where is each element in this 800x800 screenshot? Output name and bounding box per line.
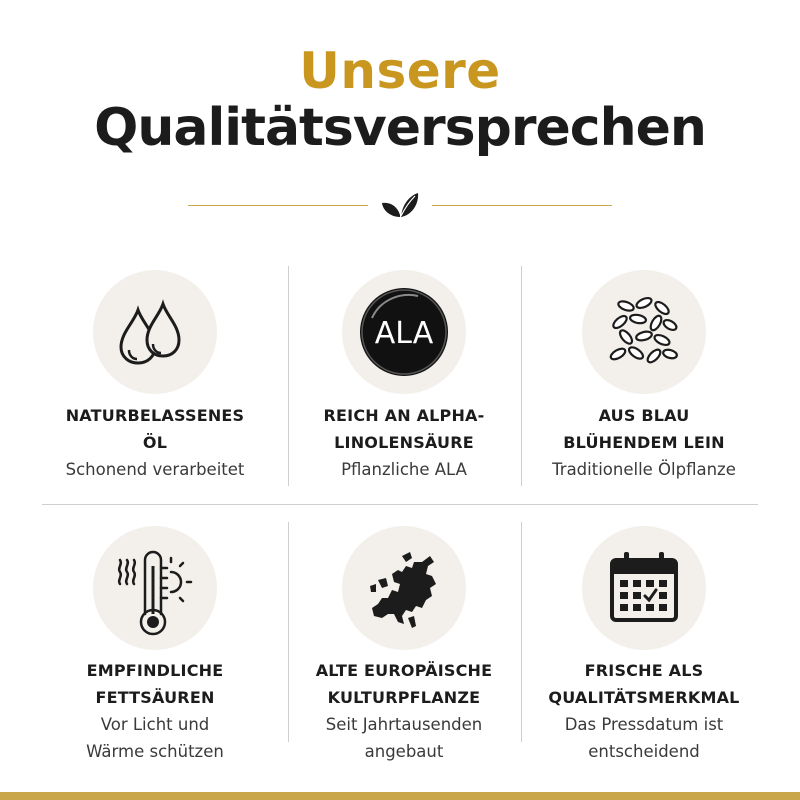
leaf-icon bbox=[381, 191, 419, 219]
ala-badge-icon bbox=[342, 270, 466, 394]
feature-title: BLÜHENDEM LEIN bbox=[563, 433, 725, 452]
feature-icon-circle bbox=[342, 526, 466, 650]
feature-title: ALTE EUROPÄISCHE bbox=[315, 661, 493, 680]
feature-subtitle: Pflanzliche ALA bbox=[341, 460, 467, 479]
divider-rule-left bbox=[188, 205, 368, 206]
feature-title: ÖL bbox=[142, 433, 168, 452]
title-line-2: Qualitätsversprechen bbox=[94, 98, 706, 158]
feature-title: QUALITÄTSMERKMAL bbox=[548, 688, 740, 707]
ala-badge-text: ALA bbox=[374, 316, 434, 351]
feature-subtitle: Vor Licht und bbox=[100, 715, 210, 734]
feature-subtitle: Traditionelle Ölpflanze bbox=[552, 460, 736, 479]
column-divider bbox=[521, 266, 522, 486]
calendar-check-icon bbox=[582, 526, 706, 650]
feature-subtitle: entscheidend bbox=[588, 742, 700, 761]
feature-subtitle: angebaut bbox=[364, 742, 444, 761]
feature-title: LINOLENSÄURE bbox=[334, 433, 474, 452]
feature-subtitle: Wärme schützen bbox=[86, 742, 224, 761]
title-line-1: Unsere bbox=[299, 42, 501, 100]
feature-subtitle: Schonend verarbeitet bbox=[65, 460, 245, 479]
divider-rule-right bbox=[432, 205, 612, 206]
feature-title: NATURBELASSENES bbox=[65, 406, 245, 425]
flax-seeds-icon bbox=[582, 270, 706, 394]
feature-title: REICH AN ALPHA- bbox=[323, 406, 485, 425]
feature-title: FRISCHE ALS bbox=[584, 661, 704, 680]
feature-subtitle: Seit Jahrtausenden bbox=[325, 715, 483, 734]
bottom-accent-bar bbox=[0, 792, 800, 800]
feature-icon-circle bbox=[93, 270, 217, 394]
feature-icon-circle bbox=[582, 270, 706, 394]
column-divider bbox=[521, 522, 522, 742]
oil-drops-icon bbox=[93, 270, 217, 394]
feature-icon-circle bbox=[342, 270, 466, 394]
feature-icon-circle bbox=[93, 526, 217, 650]
feature-title: FETTSÄUREN bbox=[95, 688, 215, 707]
feature-title: EMPFINDLICHE bbox=[86, 661, 224, 680]
feature-title: AUS BLAU bbox=[598, 406, 690, 425]
feature-subtitle: Das Pressdatum ist bbox=[564, 715, 724, 734]
thermometer-sun-icon bbox=[93, 526, 217, 650]
row-divider bbox=[42, 504, 758, 505]
feature-icon-circle bbox=[582, 526, 706, 650]
feature-title: KULTURPFLANZE bbox=[327, 688, 481, 707]
europe-map-icon bbox=[342, 526, 466, 650]
